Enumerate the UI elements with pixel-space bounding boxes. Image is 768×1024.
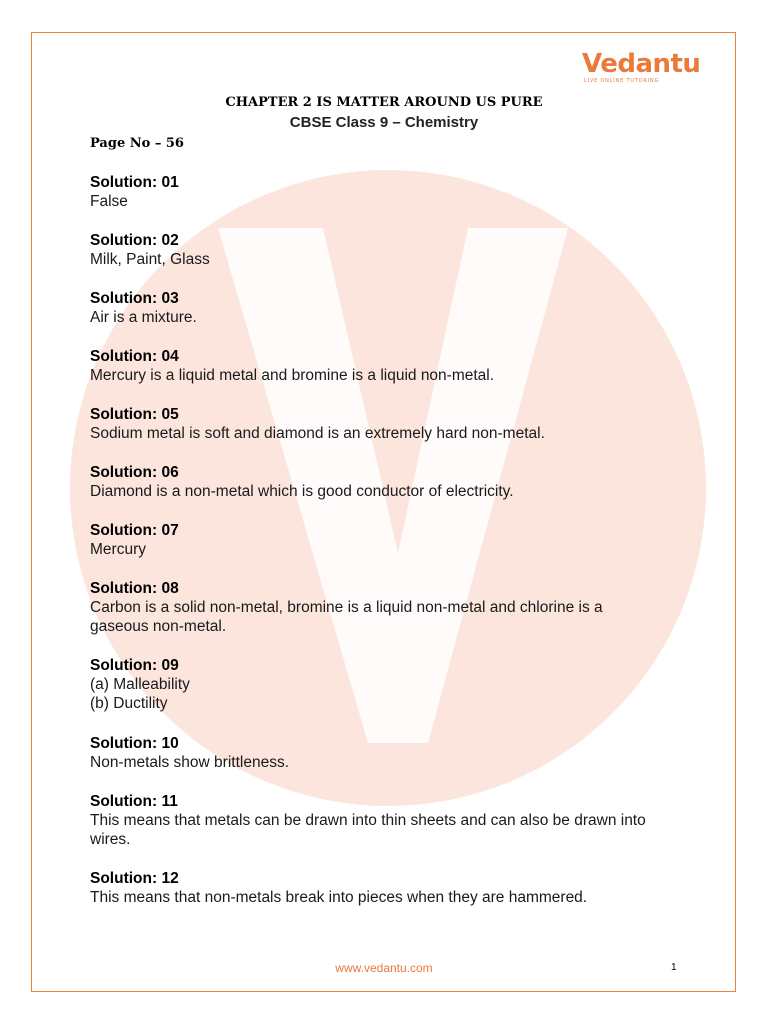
solution-text: This means that metals can be drawn into thin sheets and can also be drawn into [90, 812, 646, 829]
logo-tagline: LIVE ONLINE TUTORING [584, 78, 660, 84]
solution-heading: Solution: 02 [90, 232, 179, 249]
solution-block [90, 579, 690, 636]
solution-text: Diamond is a non-metal which is good conductor of electricity. [90, 483, 514, 500]
footer-page-number: 1 [671, 962, 677, 973]
solution-text: Mercury [90, 541, 146, 558]
solution-text: gaseous non-metal. [90, 618, 227, 635]
solution-heading: Solution: 03 [90, 290, 179, 307]
logo-wordmark: Vedantu [582, 49, 701, 79]
chapter-title: CHAPTER 2 IS MATTER AROUND US PURE [225, 95, 543, 110]
solution-block [90, 521, 690, 559]
solution-block [90, 231, 690, 269]
solution-text: Milk, Paint, Glass [90, 251, 210, 268]
solution-text: (a) Malleability [90, 676, 190, 693]
solution-heading: Solution: 09 [90, 657, 179, 674]
solution-heading: Solution: 05 [90, 406, 179, 423]
solution-block [90, 656, 690, 713]
solution-text: This means that non-metals break into pieces when they are hammered. [90, 889, 588, 906]
solution-text: Sodium metal is soft and diamond is an extremely hard non-metal. [90, 425, 545, 442]
solution-block [90, 173, 690, 211]
solution-block [90, 347, 690, 385]
solution-heading: Solution: 04 [90, 348, 179, 365]
footer-website-link[interactable]: www.vedantu.com [335, 961, 433, 975]
solution-text: wires. [90, 831, 131, 848]
solution-text: Air is a mixture. [90, 309, 197, 326]
solution-heading: Solution: 01 [90, 174, 179, 191]
solution-text: Non-metals show brittleness. [90, 754, 289, 771]
solution-text: Carbon is a solid non-metal, bromine is a liquid non-metal and chlorine is a [90, 599, 603, 616]
solution-heading: Solution: 07 [90, 522, 179, 539]
solution-heading: Solution: 06 [90, 464, 179, 481]
vedantu-logo [582, 49, 701, 84]
solution-text: False [90, 193, 128, 210]
solution-block [90, 792, 690, 849]
solution-block [90, 405, 690, 443]
solution-heading: Solution: 08 [90, 580, 179, 597]
solution-heading: Solution: 12 [90, 870, 179, 887]
solution-text: Mercury is a liquid metal and bromine is a liquid non-metal. [90, 367, 495, 384]
solution-block [90, 289, 690, 327]
solution-block [90, 463, 690, 501]
solution-block [90, 869, 690, 907]
solution-heading: Solution: 10 [90, 735, 179, 752]
solution-block [90, 734, 690, 772]
solution-text: (b) Ductility [90, 695, 168, 712]
page-number-label: Page No – 56 [90, 136, 184, 151]
document-subtitle: CBSE Class 9 – Chemistry [289, 114, 479, 131]
solution-heading: Solution: 11 [90, 793, 178, 810]
